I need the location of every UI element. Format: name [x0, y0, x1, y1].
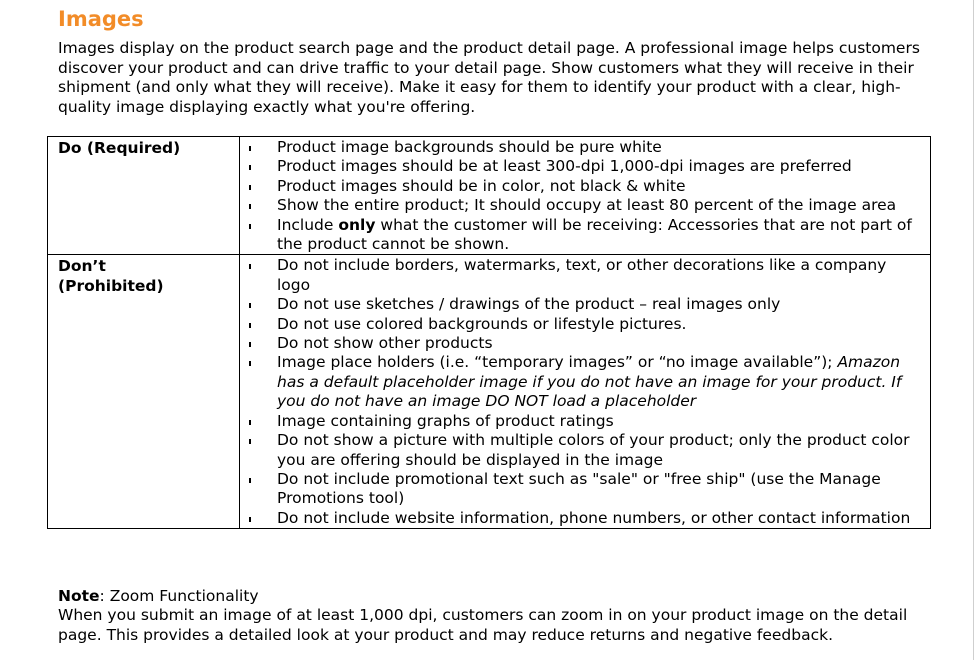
dont-items-cell [240, 255, 931, 529]
list-item: Do not show other products [240, 334, 924, 353]
list-item: Do not include promotional text such as "sale" or "free ship" (use the Manage Promotions tool) [240, 470, 924, 509]
do-items-cell [240, 137, 931, 255]
list-item: Do not use sketches / drawings of the product – real images only [240, 295, 924, 314]
note-heading [58, 587, 259, 607]
note-heading-text: : Zoom Functionality [99, 587, 259, 605]
list-item: Do not show a picture with multiple colors of your product; only the product color you are offering should be displayed in the image [240, 431, 924, 470]
do-label: Do (Required) [48, 137, 240, 255]
list-item [240, 216, 924, 255]
emphasis-only: only [338, 215, 376, 234]
list-item: Show the entire product; It should occupy at least 80 percent of the image area [240, 196, 924, 215]
placeholder-note: Amazon has a default placeholder image if you do not have an image for your product. If you do not have an image DO NOT load a placeholder [277, 353, 902, 411]
list-item: Do not use colored backgrounds or lifestyle pictures. [240, 315, 924, 334]
do-list [240, 138, 924, 254]
list-item-text: Include [277, 215, 339, 234]
note-body: When you submit an image of at least 1,000 dpi, customers can zoom in on your product image on the detail page. This provides a detailed look at your product and may reduce returns and negative feedback. [58, 606, 908, 644]
list-item: Image containing graphs of product ratings [240, 412, 924, 431]
list-item: Product image backgrounds should be pure white [240, 138, 924, 157]
list-item-text: Image place holders (i.e. “temporary images” or “no image available”); [277, 353, 838, 372]
dont-list [240, 256, 924, 528]
dont-label-line: Don’t [58, 257, 106, 276]
dont-label-line: (Prohibited) [58, 277, 164, 296]
list-item: Product images should be in color, not black & white [240, 177, 924, 196]
section-title: Images [58, 7, 144, 31]
list-item-text: what the customer will be receiving: Accessories that are not part of the product cannot be shown. [277, 215, 912, 254]
list-item [240, 353, 924, 411]
list-item: Product images should be at least 300-dpi 1,000-dpi images are preferred [240, 157, 924, 176]
page-edge-rule [973, 0, 974, 660]
note-label: Note [58, 587, 100, 605]
image-rules-table [47, 136, 931, 529]
list-item: Do not include website information, phone numbers, or other contact information [240, 509, 924, 528]
dont-row [48, 255, 931, 529]
list-item: Do not include borders, watermarks, text, or other decorations like a company logo [240, 256, 924, 295]
dont-label [48, 255, 240, 529]
do-row [48, 137, 931, 255]
intro-paragraph: Images display on the product search page and the product detail page. A professional image helps customers discover your product and can drive traffic to your detail page. Show customers what they will receive in their shipment (and only what they will receive). Make it easy for them to identify your product with a clear, high-quality image displaying exactly what you're offering. [58, 39, 920, 116]
